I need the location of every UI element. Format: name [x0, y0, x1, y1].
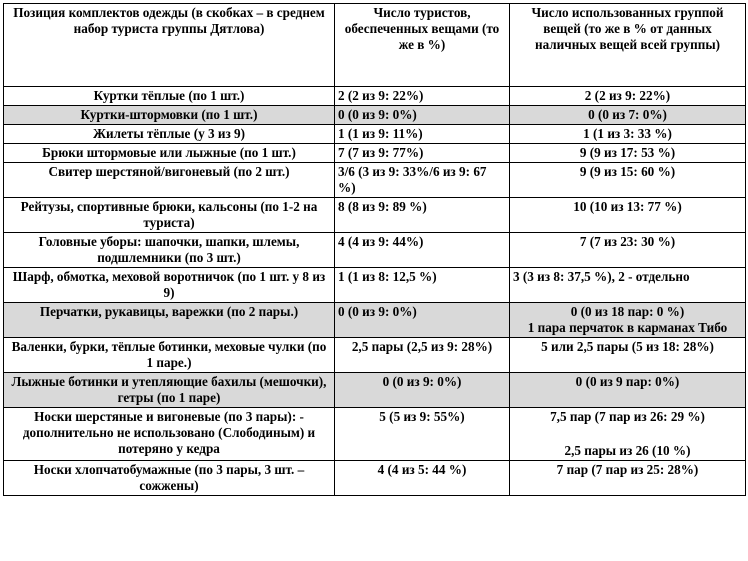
- clothing-table: [3, 3, 746, 496]
- item-cell: Носки хлопчатобумажные (по 3 пары, 3 шт. – сожжены): [4, 461, 335, 496]
- table-row: [4, 461, 746, 496]
- tourists-cell: 3/6 (3 из 9: 33%/6 из 9: 67 %): [335, 163, 510, 198]
- spacer: [513, 425, 742, 443]
- used-cell: 0 (0 из 7: 0%): [510, 106, 746, 125]
- item-cell: Куртки-штормовки (по 1 шт.): [4, 106, 335, 125]
- table-row: [4, 144, 746, 163]
- tourists-cell: 4 (4 из 5: 44 %): [335, 461, 510, 496]
- used-cell: 9 (9 из 15: 60 %): [510, 163, 746, 198]
- tourists-cell: 8 (8 из 9: 89 %): [335, 198, 510, 233]
- table-row: [4, 373, 746, 408]
- used-note: 1 пара перчаток в карманах Тибо: [527, 320, 728, 335]
- table-row: [4, 125, 746, 144]
- tourists-cell: 2 (2 из 9: 22%): [335, 87, 510, 106]
- item-cell: Куртки тёплые (по 1 шт.): [4, 87, 335, 106]
- table-row: [4, 268, 746, 303]
- header-tourists: Число туристов, обеспеченных вещами (то же в %): [335, 4, 510, 87]
- document: [3, 3, 746, 496]
- tourists-cell: 2,5 пары (2,5 из 9: 28%): [335, 338, 510, 373]
- table-row: [4, 408, 746, 461]
- item-cell: Свитер шерстяной/вигоневый (по 2 шт.): [4, 163, 335, 198]
- header-position: Позиция комплектов одежды (в скобках – в среднем набор туриста группы Дятлова): [4, 4, 335, 87]
- item-cell: Жилеты тёплые (у 3 из 9): [4, 125, 335, 144]
- header-row: [4, 4, 746, 87]
- tourists-cell: 1 (1 из 9: 11%): [335, 125, 510, 144]
- table-row: [4, 233, 746, 268]
- used-cell: 10 (10 из 13: 77 %): [510, 198, 746, 233]
- tourists-cell: 1 (1 из 8: 12,5 %): [335, 268, 510, 303]
- item-cell: Брюки штормовые или лыжные (по 1 шт.): [4, 144, 335, 163]
- tourists-cell: 4 (4 из 9: 44%): [335, 233, 510, 268]
- used-cell: 1 (1 из 3: 33 %): [510, 125, 746, 144]
- item-cell: Лыжные ботинки и утепляющие бахилы (мешочки), гетры (по 1 паре): [4, 373, 335, 408]
- header-used: Число использованных группой вещей (то же в % от данных наличных вещей всей группы): [510, 4, 746, 87]
- table-row: [4, 106, 746, 125]
- item-cell: Головные уборы: шапочки, шапки, шлемы, подшлемники (по 3 шт.): [4, 233, 335, 268]
- used-cell: 5 или 2,5 пары (5 из 18: 28%): [510, 338, 746, 373]
- used-cell: [510, 303, 746, 338]
- item-cell: Шарф, обмотка, меховой воротничок (по 1 шт. у 8 из 9): [4, 268, 335, 303]
- used-cell: 9 (9 из 17: 53 %): [510, 144, 746, 163]
- used-cell: 7 пар (7 пар из 25: 28%): [510, 461, 746, 496]
- used-note: 2,5 пары из 26 (10 %): [564, 443, 691, 458]
- tourists-cell: 0 (0 из 9: 0%): [335, 106, 510, 125]
- tourists-cell: 0 (0 из 9: 0%): [335, 303, 510, 338]
- tourists-cell: 5 (5 из 9: 55%): [335, 408, 510, 461]
- used-cell: 3 (3 из 8: 37,5 %), 2 - отдельно: [510, 268, 746, 303]
- tourists-cell: 0 (0 из 9: 0%): [335, 373, 510, 408]
- used-cell: 2 (2 из 9: 22%): [510, 87, 746, 106]
- used-value: 0 (0 из 18 пар: 0 %): [570, 304, 685, 319]
- used-cell: [510, 408, 746, 461]
- table-row: [4, 163, 746, 198]
- table-row: [4, 338, 746, 373]
- used-cell: 7 (7 из 23: 30 %): [510, 233, 746, 268]
- used-cell: 0 (0 из 9 пар: 0%): [510, 373, 746, 408]
- table-row: [4, 87, 746, 106]
- item-cell: Рейтузы, спортивные брюки, кальсоны (по 1-2 на туриста): [4, 198, 335, 233]
- item-cell: Носки шерстяные и вигоневые (по 3 пары): - дополнительно не использовано (Слободиным) и потеряно у кедра: [4, 408, 335, 461]
- item-cell: Перчатки, рукавицы, варежки (по 2 пары.): [4, 303, 335, 338]
- tourists-cell: 7 (7 из 9: 77%): [335, 144, 510, 163]
- table-row: [4, 198, 746, 233]
- item-cell: Валенки, бурки, тёплые ботинки, меховые чулки (по 1 паре.): [4, 338, 335, 373]
- table-row: [4, 303, 746, 338]
- used-value: 7,5 пар (7 пар из 26: 29 %): [550, 409, 705, 424]
